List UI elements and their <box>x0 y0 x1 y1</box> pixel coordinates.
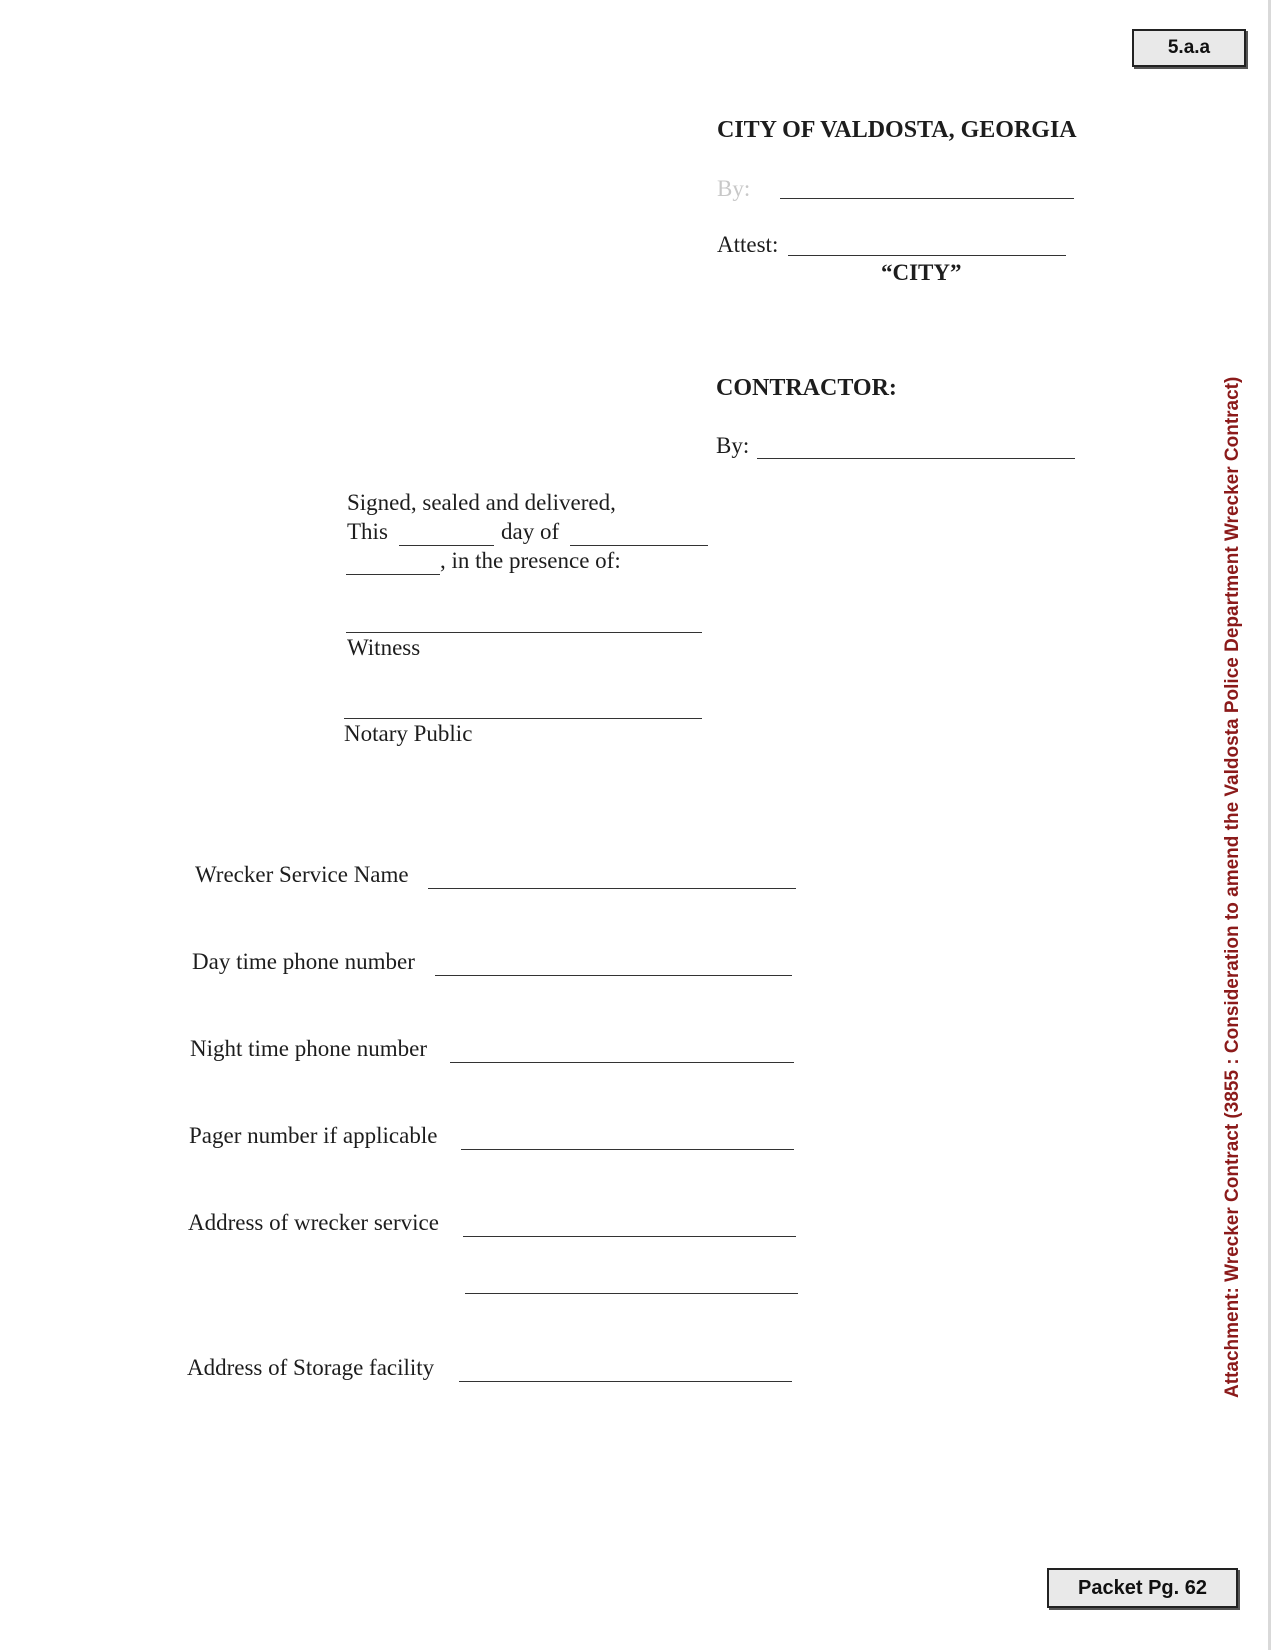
notary-label: Notary Public <box>344 721 473 746</box>
this-label: This <box>347 519 388 544</box>
day-of-label: day of <box>501 519 560 544</box>
address-service-label: Address of wrecker service <box>188 1210 439 1235</box>
attest-line <box>788 255 1066 256</box>
day-phone-field[interactable] <box>435 975 792 976</box>
attest-label: Attest: <box>717 232 779 257</box>
packet-page-badge: Packet Pg. 62 <box>1047 1568 1238 1608</box>
city-label: “CITY” <box>881 260 962 285</box>
contractor-by-label: By: <box>716 433 750 458</box>
city-title: CITY OF VALDOSTA, GEORGIA <box>717 117 1077 143</box>
day-phone-label: Day time phone number <box>192 949 415 974</box>
contractor-by-line <box>757 458 1075 459</box>
night-phone-field[interactable] <box>450 1062 794 1063</box>
notary-line <box>344 718 702 719</box>
item-code-badge: 5.a.a <box>1132 29 1246 67</box>
city-by-line <box>780 198 1074 199</box>
month-line <box>570 545 708 546</box>
year-line <box>346 574 440 575</box>
signed-sealed-text: Signed, sealed and delivered, <box>347 490 616 515</box>
address-service-field[interactable] <box>463 1236 796 1237</box>
contractor-title: CONTRACTOR: <box>716 375 897 401</box>
wrecker-name-field[interactable] <box>428 888 796 889</box>
presence-text: , in the presence of: <box>440 548 621 573</box>
night-phone-label: Night time phone number <box>190 1036 427 1061</box>
this-day-line <box>399 545 494 546</box>
wrecker-name-label: Wrecker Service Name <box>195 862 409 887</box>
pager-field[interactable] <box>461 1149 794 1150</box>
pager-label: Pager number if applicable <box>189 1123 438 1148</box>
address-service-field-2[interactable] <box>465 1293 798 1294</box>
address-storage-field[interactable] <box>459 1381 792 1382</box>
witness-line <box>346 632 702 633</box>
witness-label: Witness <box>347 635 421 660</box>
city-by-label: By: <box>717 176 751 201</box>
attachment-sidebar-text: Attachment: Wrecker Contract (3855 : Consideration to amend the Valdosta Police Department Wrecker Contract) <box>1222 376 1243 1398</box>
address-storage-label: Address of Storage facility <box>187 1355 435 1380</box>
page-edge <box>1268 0 1271 1650</box>
